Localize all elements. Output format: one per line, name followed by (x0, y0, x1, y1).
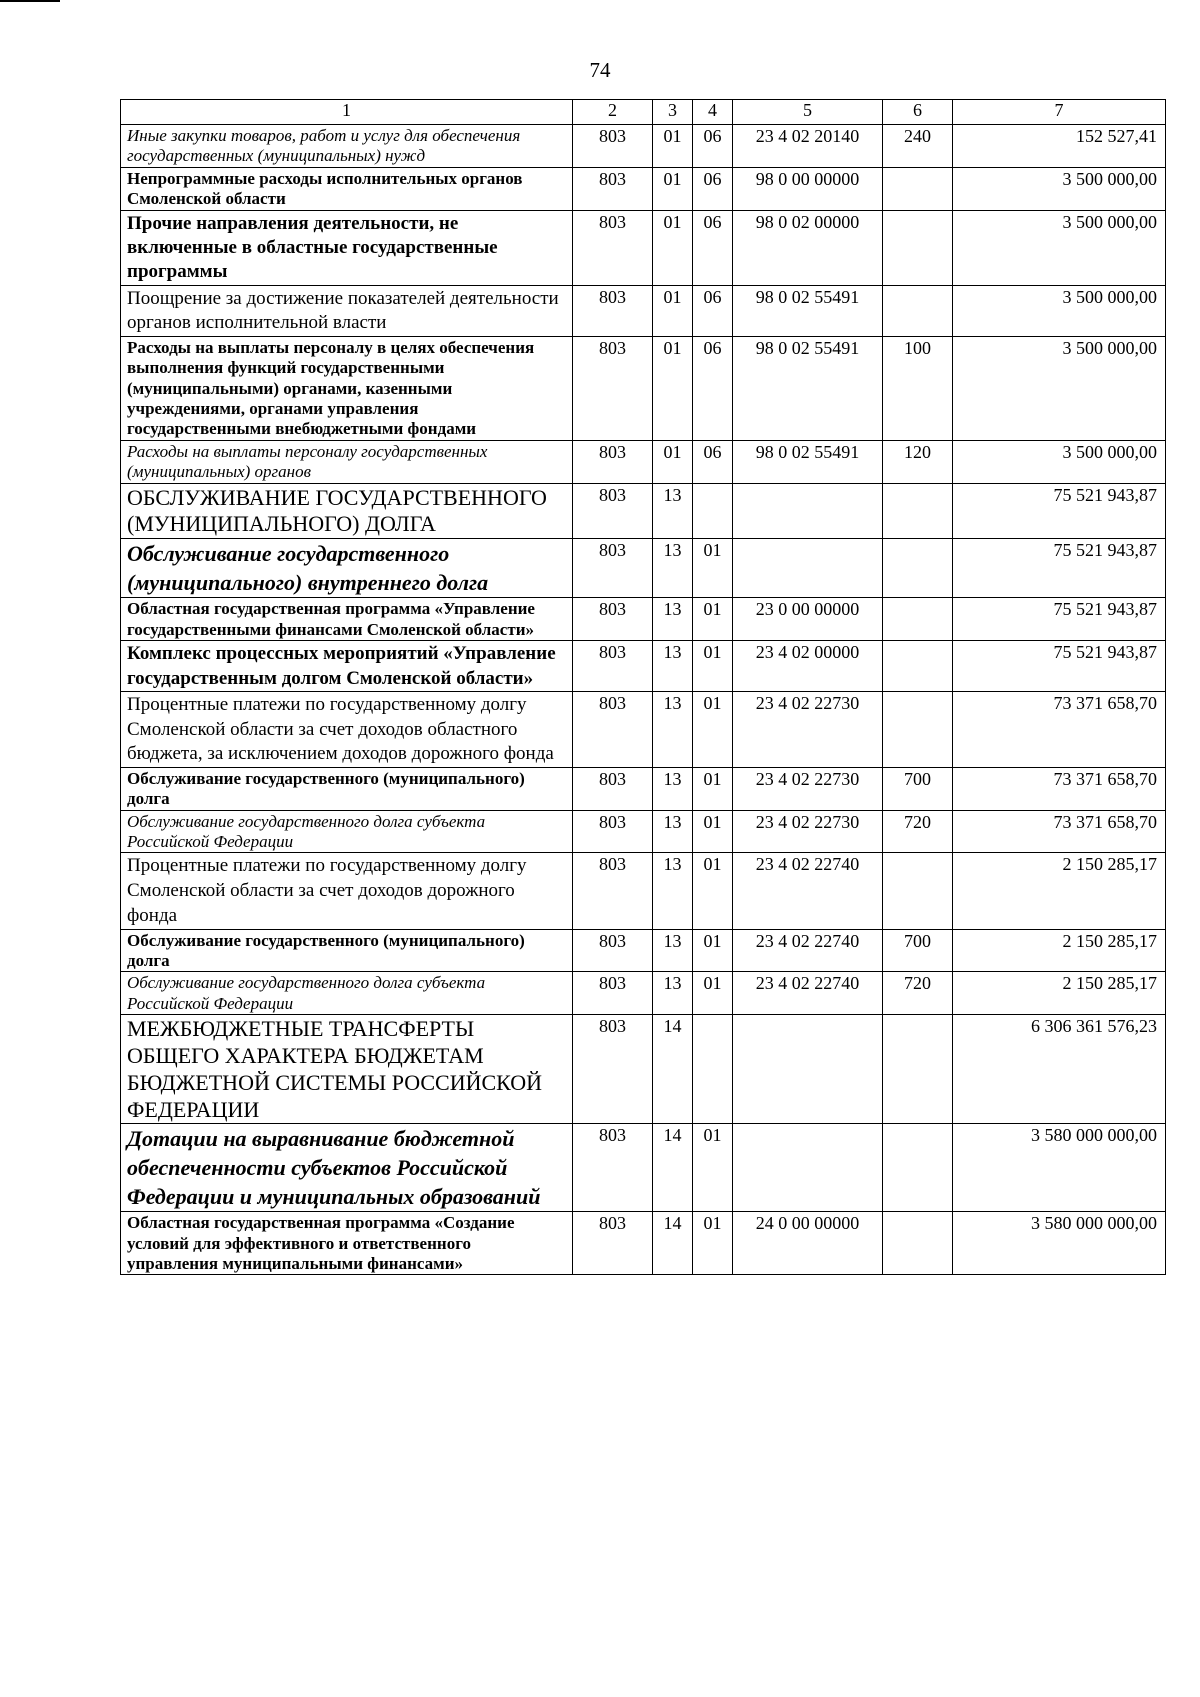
subsection-code-cell: 06 (693, 285, 733, 336)
amount-cell: 2 150 285,17 (953, 929, 1166, 972)
table-row (121, 210, 1166, 285)
subsection-code-cell: 06 (693, 336, 733, 440)
expense-type-code-cell: 120 (883, 440, 953, 483)
ministry-code-cell: 803 (573, 210, 653, 285)
expense-name-cell: Процентные платежи по государственному долгу Смоленской области за счет доходов областного бюджета, за исключением доходов дорожного фонда (121, 691, 573, 767)
expense-name-cell: Непрограммные расходы исполнительных органов Смоленской области (121, 167, 573, 210)
section-code-cell: 13 (653, 641, 693, 692)
expense-name-cell: Обслуживание государственного (муниципального) долга (121, 767, 573, 810)
expense-type-code-cell (883, 598, 953, 641)
section-code-cell: 13 (653, 853, 693, 929)
expense-name-cell: Обслуживание государственного (муниципального) долга (121, 929, 573, 972)
expense-name-cell: Областная государственная программа «Создание условий для эффективного и ответственного управления муниципальными финансами» (121, 1212, 573, 1275)
subsection-code-cell: 06 (693, 167, 733, 210)
section-code-cell: 01 (653, 440, 693, 483)
expense-name-cell: Дотации на выравнивание бюджетной обеспеченности субъектов Российской Федерации и муниципальных образований (121, 1124, 573, 1212)
table-row (121, 483, 1166, 539)
expense-type-code-cell: 700 (883, 767, 953, 810)
target-article-code-cell (733, 1015, 883, 1124)
section-code-cell: 01 (653, 210, 693, 285)
ministry-code-cell: 803 (573, 810, 653, 853)
table-row (121, 1124, 1166, 1212)
ministry-code-cell: 803 (573, 336, 653, 440)
table-row (121, 1015, 1166, 1124)
table-row (121, 810, 1166, 853)
ministry-code-cell: 803 (573, 539, 653, 598)
amount-cell: 3 500 000,00 (953, 440, 1166, 483)
table-row (121, 972, 1166, 1015)
subsection-code-cell: 01 (693, 539, 733, 598)
amount-cell: 73 371 658,70 (953, 810, 1166, 853)
subsection-code-cell: 06 (693, 125, 733, 168)
amount-cell: 3 580 000 000,00 (953, 1212, 1166, 1275)
table-row (121, 853, 1166, 929)
expense-name-cell: МЕЖБЮДЖЕТНЫЕ ТРАНСФЕРТЫ ОБЩЕГО ХАРАКТЕРА БЮДЖЕТАМ БЮДЖЕТНОЙ СИСТЕМЫ РОССИЙСКОЙ ФЕДЕРАЦИИ (121, 1015, 573, 1124)
section-code-cell: 13 (653, 483, 693, 539)
subsection-code-cell: 01 (693, 767, 733, 810)
page-number: 74 (589, 58, 611, 82)
expense-name-cell: Расходы на выплаты персоналу в целях обеспечения выполнения функций государственными (муниципальными) органами, казенными учреждениями, органами управления государственными внебюджетными фондами (121, 336, 573, 440)
ministry-code-cell: 803 (573, 125, 653, 168)
target-article-code-cell (733, 1124, 883, 1212)
ministry-code-cell: 803 (573, 767, 653, 810)
subsection-code-cell: 01 (693, 972, 733, 1015)
target-article-code-cell: 98 0 02 00000 (733, 210, 883, 285)
table-row (121, 1212, 1166, 1275)
table-row (121, 641, 1166, 692)
expense-type-code-cell: 240 (883, 125, 953, 168)
expense-name-cell: Обслуживание государственного долга субъекта Российской Федерации (121, 810, 573, 853)
ministry-code-cell: 803 (573, 440, 653, 483)
expense-type-code-cell (883, 853, 953, 929)
subsection-code-cell: 01 (693, 810, 733, 853)
subsection-code-cell: 01 (693, 691, 733, 767)
section-code-cell: 13 (653, 929, 693, 972)
ministry-code-cell: 803 (573, 1015, 653, 1124)
amount-cell: 75 521 943,87 (953, 598, 1166, 641)
expense-name-cell: Процентные платежи по государственному долгу Смоленской области за счет доходов дорожного фонда (121, 853, 573, 929)
ministry-code-cell: 803 (573, 598, 653, 641)
column-header-3: 3 (653, 100, 693, 125)
section-code-cell: 01 (653, 125, 693, 168)
expense-name-cell: Областная государственная программа «Управление государственными финансами Смоленской области» (121, 598, 573, 641)
target-article-code-cell: 98 0 02 55491 (733, 440, 883, 483)
target-article-code-cell: 23 4 02 00000 (733, 641, 883, 692)
expense-type-code-cell (883, 539, 953, 598)
expense-type-code-cell (883, 1015, 953, 1124)
ministry-code-cell: 803 (573, 853, 653, 929)
amount-cell: 73 371 658,70 (953, 691, 1166, 767)
expense-type-code-cell: 700 (883, 929, 953, 972)
amount-cell: 3 500 000,00 (953, 167, 1166, 210)
amount-cell: 3 580 000 000,00 (953, 1124, 1166, 1212)
subsection-code-cell: 06 (693, 440, 733, 483)
subsection-code-cell: 01 (693, 1124, 733, 1212)
expense-type-code-cell: 720 (883, 972, 953, 1015)
subsection-code-cell: 01 (693, 1212, 733, 1275)
table-row (121, 167, 1166, 210)
table-row (121, 125, 1166, 168)
amount-cell: 152 527,41 (953, 125, 1166, 168)
amount-cell: 2 150 285,17 (953, 853, 1166, 929)
expense-type-code-cell (883, 691, 953, 767)
table-row (121, 336, 1166, 440)
target-article-code-cell: 23 4 02 22730 (733, 810, 883, 853)
section-code-cell: 13 (653, 767, 693, 810)
target-article-code-cell: 98 0 02 55491 (733, 336, 883, 440)
column-header-4: 4 (693, 100, 733, 125)
amount-cell: 75 521 943,87 (953, 641, 1166, 692)
subsection-code-cell: 01 (693, 598, 733, 641)
budget-table (120, 99, 1166, 1275)
ministry-code-cell: 803 (573, 1212, 653, 1275)
section-code-cell: 01 (653, 285, 693, 336)
subsection-code-cell (693, 483, 733, 539)
section-code-cell: 14 (653, 1212, 693, 1275)
target-article-code-cell: 23 4 02 22730 (733, 691, 883, 767)
column-header-5: 5 (733, 100, 883, 125)
scan-edge-mark (0, 0, 60, 2)
ministry-code-cell: 803 (573, 641, 653, 692)
section-code-cell: 13 (653, 972, 693, 1015)
ministry-code-cell: 803 (573, 691, 653, 767)
section-code-cell: 13 (653, 810, 693, 853)
expense-type-code-cell (883, 1124, 953, 1212)
expense-name-cell: Обслуживание государственного долга субъекта Российской Федерации (121, 972, 573, 1015)
column-header-6: 6 (883, 100, 953, 125)
target-article-code-cell (733, 539, 883, 598)
target-article-code-cell: 24 0 00 00000 (733, 1212, 883, 1275)
ministry-code-cell: 803 (573, 1124, 653, 1212)
section-code-cell: 13 (653, 539, 693, 598)
expense-type-code-cell: 720 (883, 810, 953, 853)
target-article-code-cell: 23 0 00 00000 (733, 598, 883, 641)
ministry-code-cell: 803 (573, 167, 653, 210)
table-row (121, 767, 1166, 810)
section-code-cell: 01 (653, 336, 693, 440)
expense-type-code-cell (883, 1212, 953, 1275)
expense-type-code-cell (883, 210, 953, 285)
expense-type-code-cell (883, 483, 953, 539)
expense-name-cell: Расходы на выплаты персоналу государственных (муниципальных) органов (121, 440, 573, 483)
table-row (121, 440, 1166, 483)
ministry-code-cell: 803 (573, 483, 653, 539)
amount-cell: 3 500 000,00 (953, 210, 1166, 285)
amount-cell: 6 306 361 576,23 (953, 1015, 1166, 1124)
amount-cell: 2 150 285,17 (953, 972, 1166, 1015)
column-number-row (121, 100, 1166, 125)
subsection-code-cell (693, 1015, 733, 1124)
expense-name-cell: Прочие направления деятельности, не включенные в областные государственные программы (121, 210, 573, 285)
section-code-cell: 13 (653, 598, 693, 641)
target-article-code-cell: 98 0 02 55491 (733, 285, 883, 336)
target-article-code-cell: 98 0 00 00000 (733, 167, 883, 210)
table-row (121, 539, 1166, 598)
target-article-code-cell: 23 4 02 22730 (733, 767, 883, 810)
column-header-7: 7 (953, 100, 1166, 125)
table-row (121, 929, 1166, 972)
target-article-code-cell: 23 4 02 20140 (733, 125, 883, 168)
table-row (121, 598, 1166, 641)
section-code-cell: 13 (653, 691, 693, 767)
ministry-code-cell: 803 (573, 929, 653, 972)
amount-cell: 75 521 943,87 (953, 539, 1166, 598)
expense-name-cell: Иные закупки товаров, работ и услуг для обеспечения государственных (муниципальных) нужд (121, 125, 573, 168)
expense-type-code-cell: 100 (883, 336, 953, 440)
expense-name-cell: Комплекс процессных мероприятий «Управление государственным долгом Смоленской области» (121, 641, 573, 692)
target-article-code-cell (733, 483, 883, 539)
subsection-code-cell: 01 (693, 929, 733, 972)
target-article-code-cell: 23 4 02 22740 (733, 853, 883, 929)
ministry-code-cell: 803 (573, 972, 653, 1015)
subsection-code-cell: 01 (693, 853, 733, 929)
section-code-cell: 14 (653, 1124, 693, 1212)
column-header-2: 2 (573, 100, 653, 125)
amount-cell: 75 521 943,87 (953, 483, 1166, 539)
section-code-cell: 01 (653, 167, 693, 210)
expense-name-cell: Поощрение за достижение показателей деятельности органов исполнительной власти (121, 285, 573, 336)
table-row (121, 285, 1166, 336)
column-header-1: 1 (121, 100, 573, 125)
table-row (121, 691, 1166, 767)
target-article-code-cell: 23 4 02 22740 (733, 972, 883, 1015)
ministry-code-cell: 803 (573, 285, 653, 336)
target-article-code-cell: 23 4 02 22740 (733, 929, 883, 972)
subsection-code-cell: 01 (693, 641, 733, 692)
subsection-code-cell: 06 (693, 210, 733, 285)
amount-cell: 3 500 000,00 (953, 336, 1166, 440)
expense-name-cell: Обслуживание государственного (муниципального) внутреннего долга (121, 539, 573, 598)
expense-type-code-cell (883, 641, 953, 692)
expense-type-code-cell (883, 285, 953, 336)
amount-cell: 73 371 658,70 (953, 767, 1166, 810)
section-code-cell: 14 (653, 1015, 693, 1124)
amount-cell: 3 500 000,00 (953, 285, 1166, 336)
expense-name-cell: ОБСЛУЖИВАНИЕ ГОСУДАРСТВЕННОГО (МУНИЦИПАЛЬНОГО) ДОЛГА (121, 483, 573, 539)
expense-type-code-cell (883, 167, 953, 210)
